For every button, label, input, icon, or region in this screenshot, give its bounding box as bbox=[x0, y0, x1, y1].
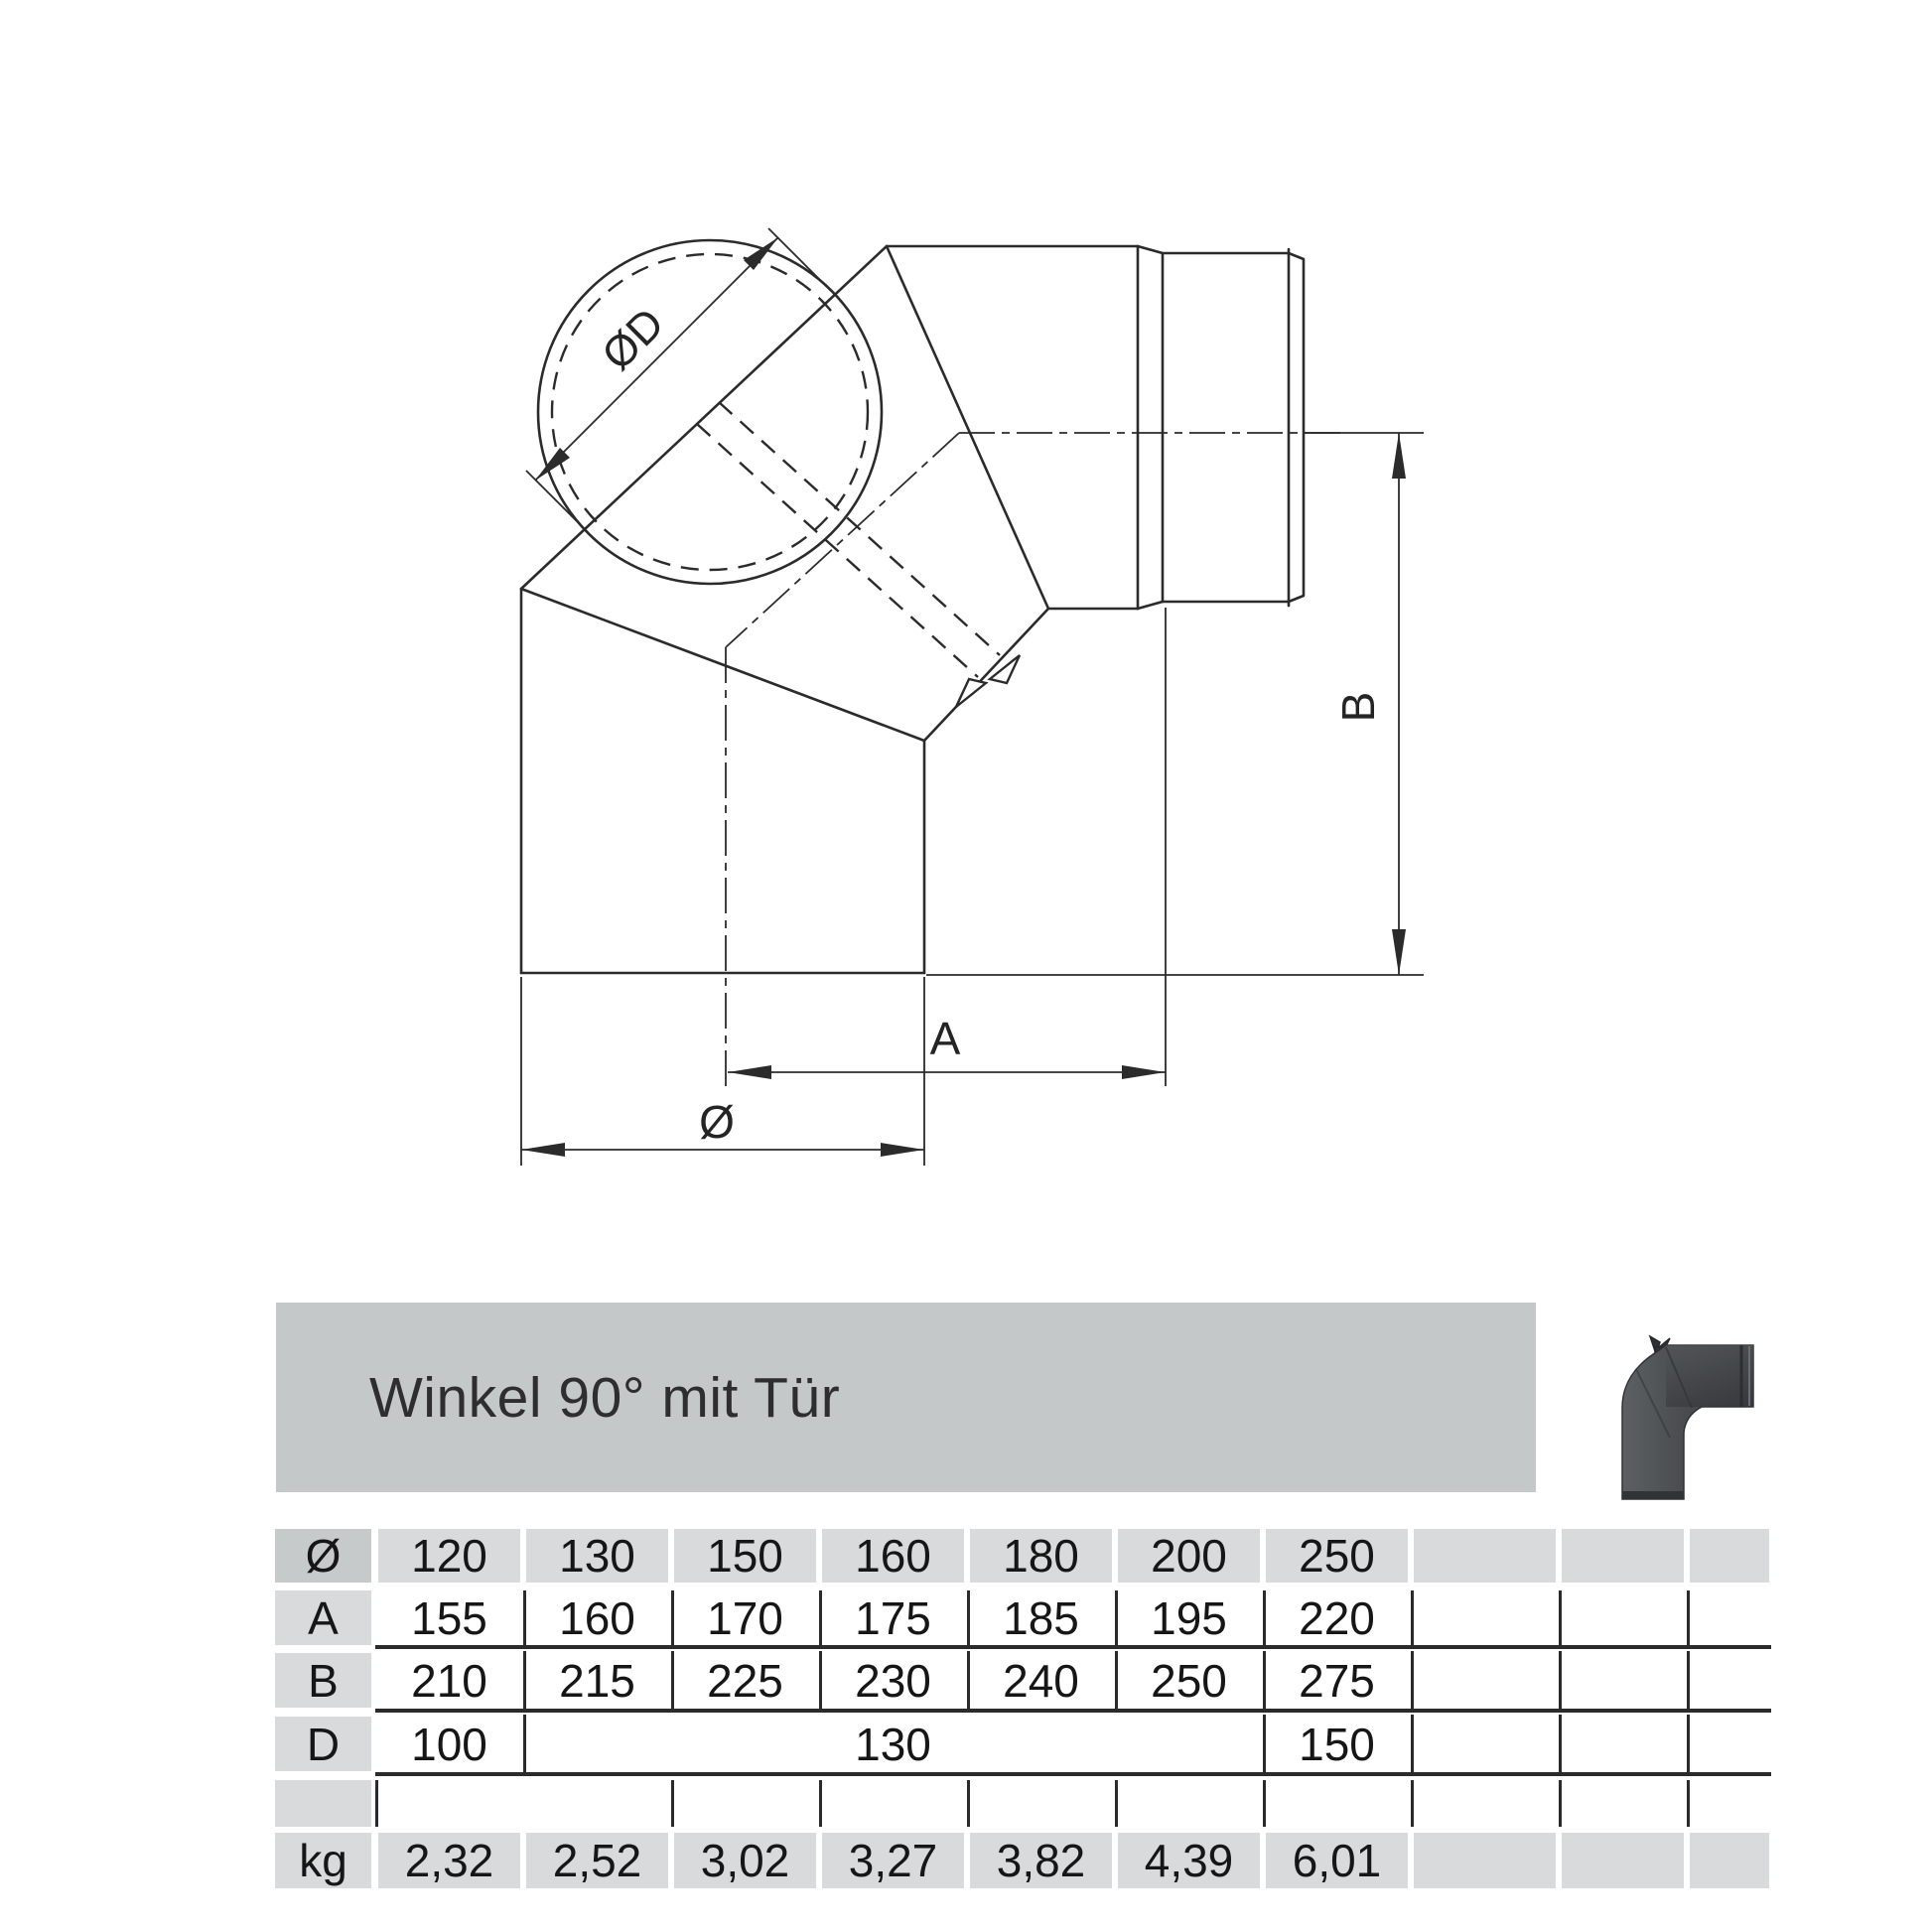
row-separator bbox=[375, 1709, 1771, 1713]
table-header-cell: 120 bbox=[378, 1529, 520, 1583]
table-cell: 275 bbox=[1263, 1653, 1411, 1708]
table-cell-kg: 3,02 bbox=[674, 1833, 816, 1888]
table-header-cell: 130 bbox=[526, 1529, 668, 1583]
table-header-cell: 250 bbox=[1266, 1529, 1408, 1583]
table-row-label-empty bbox=[275, 1780, 371, 1827]
table-cell-kg-empty bbox=[1562, 1833, 1684, 1888]
table-header-cell: 180 bbox=[970, 1529, 1112, 1583]
dim-label-door-diameter: ØD bbox=[593, 299, 674, 380]
table-cell: 150 bbox=[1263, 1717, 1411, 1771]
table-cell-kg: 3,27 bbox=[822, 1833, 964, 1888]
table-row-label-a: A bbox=[275, 1590, 371, 1645]
table-cell: 155 bbox=[375, 1590, 523, 1645]
table-cell: 240 bbox=[967, 1653, 1115, 1708]
table-cell-kg-empty bbox=[1690, 1833, 1769, 1888]
table-cell: 185 bbox=[967, 1590, 1115, 1645]
table-row-label-kg: kg bbox=[275, 1833, 371, 1888]
table-cell: 210 bbox=[375, 1653, 523, 1708]
table-header-cell: 160 bbox=[822, 1529, 964, 1583]
dim-label-a: A bbox=[929, 1013, 961, 1064]
table-cell: 250 bbox=[1115, 1653, 1263, 1708]
door-rod-line bbox=[719, 402, 1000, 655]
product-title: Winkel 90° mit Tür bbox=[369, 1365, 841, 1430]
centerlines bbox=[726, 433, 1342, 1090]
dim-label-b: B bbox=[1332, 691, 1384, 723]
table-cell: 215 bbox=[523, 1653, 671, 1708]
table-cell: 230 bbox=[819, 1653, 967, 1708]
row-separator bbox=[375, 1772, 1771, 1776]
technical-drawing bbox=[377, 179, 1489, 1231]
table-cell: 160 bbox=[523, 1590, 671, 1645]
table-cell-kg-empty bbox=[1414, 1833, 1556, 1888]
table-cell-kg: 3,82 bbox=[970, 1833, 1112, 1888]
door-rod-line bbox=[697, 424, 978, 677]
table-row-label-b: B bbox=[275, 1653, 371, 1708]
table-cell: 100 bbox=[375, 1717, 523, 1771]
table-cell-kg: 2,52 bbox=[526, 1833, 668, 1888]
product-photo bbox=[1604, 1328, 1771, 1509]
wing-handle-icon bbox=[956, 655, 1020, 707]
table-cell: 170 bbox=[671, 1590, 819, 1645]
table-cell: 195 bbox=[1115, 1590, 1263, 1645]
table-cell: 225 bbox=[671, 1653, 819, 1708]
dim-label-diameter: Ø bbox=[699, 1096, 735, 1148]
table-header-cell-empty bbox=[1414, 1529, 1556, 1583]
table-cell-merged: 130 bbox=[523, 1717, 1263, 1771]
table-cell-kg: 4,39 bbox=[1118, 1833, 1260, 1888]
table-cell-kg: 2,32 bbox=[378, 1833, 520, 1888]
row-separator bbox=[375, 1645, 1771, 1649]
table-header-cell-empty bbox=[1562, 1529, 1684, 1583]
table-row-label-d: D bbox=[275, 1717, 371, 1771]
table-header-cell-empty bbox=[1690, 1529, 1769, 1583]
table-header-cell: 200 bbox=[1118, 1529, 1260, 1583]
table-cell: 175 bbox=[819, 1590, 967, 1645]
table-cell: 220 bbox=[1263, 1590, 1411, 1645]
product-title-bar bbox=[276, 1303, 1536, 1492]
table-header-cell: 150 bbox=[674, 1529, 816, 1583]
table-cell-kg: 6,01 bbox=[1266, 1833, 1408, 1888]
table-header-diameter: Ø bbox=[275, 1529, 371, 1583]
